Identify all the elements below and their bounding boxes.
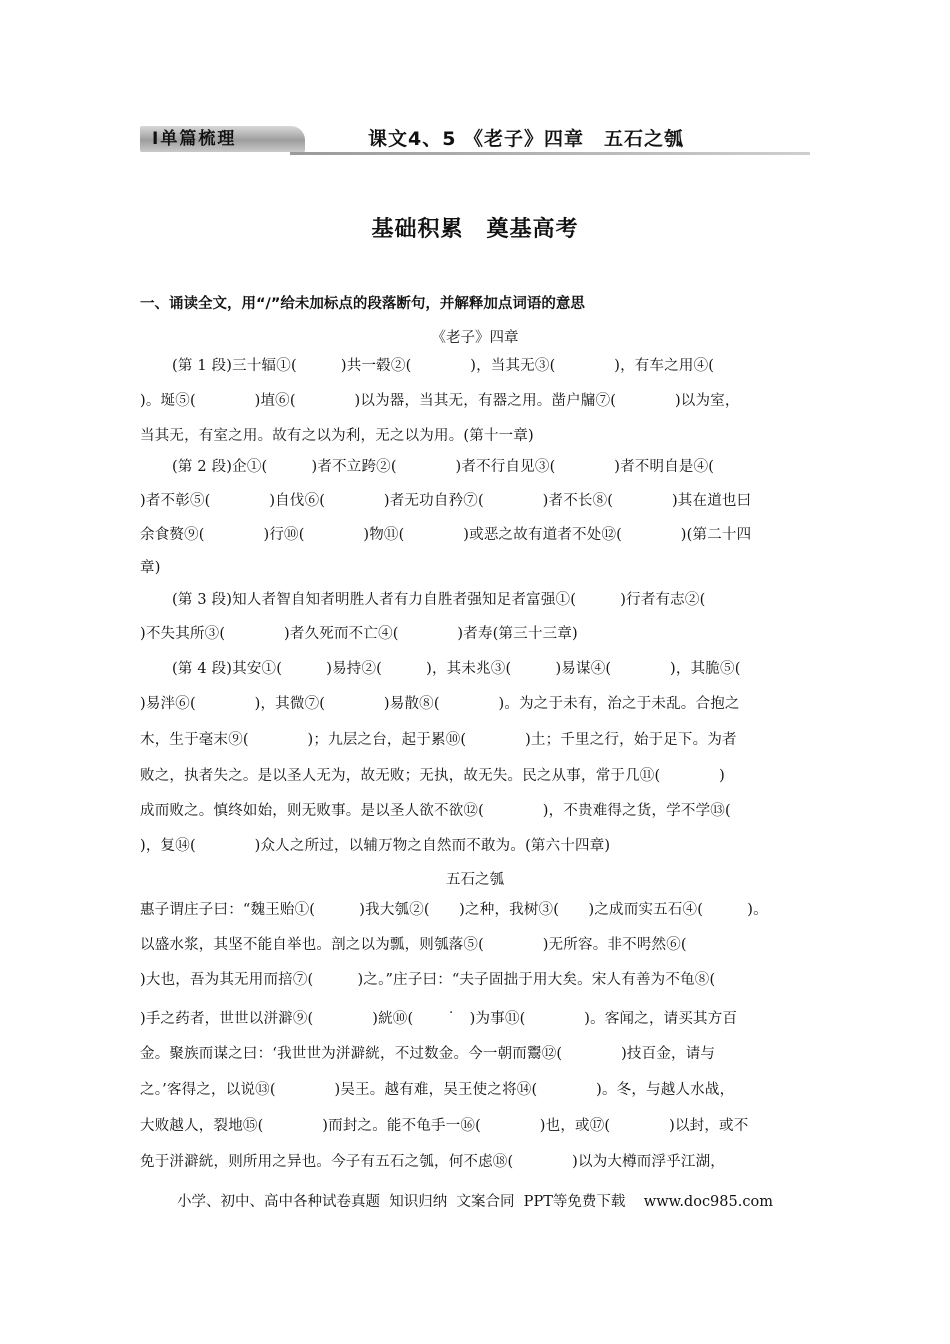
text-line: )。埏⑤( )埴⑥( )以为器，当其无，有器之用。凿户牖⑦( )以为室， bbox=[140, 393, 740, 409]
section-title: 基础积累 奠基高考 bbox=[371, 217, 579, 242]
text-line: )手之药者，世世以洴澼⑨( )絖⑩( ˙ )为事⑪( )。客闻之，请买其方百 bbox=[140, 1011, 738, 1027]
text-line: 金。聚族而谋之曰：‘我世世为洴澼絖，不过数金。今一朝而鬻⑫( )技百金，请与 bbox=[140, 1046, 716, 1062]
text-line: )者不彰⑤( )自伐⑥( )者无功自矜⑦( )者不长⑧( )其在道也曰 bbox=[140, 493, 752, 509]
text-line: 败之，执者失之。是以圣人无为，故无败；无执，故无失。民之从事，常于几⑪( ) bbox=[140, 768, 726, 784]
section-tab: Ⅰ单篇梳理 bbox=[140, 126, 305, 152]
wushi-title: 五石之瓠 bbox=[446, 872, 504, 888]
text-line: (第 1 段)三十辐①( )共一毂②( )，当其无③( )，有车之用④( bbox=[172, 358, 715, 374]
text-line: 以盛水浆，其坚不能自举也。剖之以为瓢，则瓠落⑤( )无所容。非不呺然⑥( bbox=[140, 937, 687, 953]
question-instruction: 一、诵读全文，用“/”给未加标点的段落断句，并解释加点词语的意思 bbox=[140, 296, 585, 312]
text-line: (第 2 段)企①( )者不立跨②( )者不行自见③( )者不明自是④( bbox=[172, 459, 715, 475]
text-line: 当其无，有室之用。故有之以为利，无之以为用。(第十一章) bbox=[140, 428, 534, 444]
text-line: )不失其所③( )者久死而不亡④( )者寿(第三十三章) bbox=[140, 626, 578, 642]
text-line: 木，生于毫末⑨( )；九层之台，起于累⑩( )土；千里之行，始于足下。为者 bbox=[140, 732, 737, 748]
text-line: 大败越人，裂地⑮( )而封之。能不龟手一⑯( )也，或⑰( )以封，或不 bbox=[140, 1118, 749, 1134]
footer-text: 小学、初中、高中各种试卷真题 知识归纳 文案合同 PPT等免费下载 www.doc985.com bbox=[177, 1194, 773, 1210]
text-line: )，复⑭( )众人之所过，以辅万物之自然而不敢为。(第六十四章) bbox=[140, 838, 611, 854]
text-line: )易泮⑥( )，其微⑦( )易散⑧( )。为之于未有，治之于未乱。合抱之 bbox=[140, 696, 740, 712]
header-band bbox=[140, 122, 810, 156]
text-line: 惠子谓庄子曰：“魏王贻①( )我大瓠②( )之种，我树③( )之成而实五石④( )。 bbox=[140, 902, 768, 918]
laozi-title: 《老子》四章 bbox=[431, 330, 519, 346]
text-line: 章) bbox=[140, 560, 161, 576]
text-line: )大也，吾为其无用而掊⑦( )之。”庄子曰：“夫子固拙于用大矣。宋人有善为不龟⑧( bbox=[140, 972, 716, 988]
text-line: 余食赘⑨( )行⑩( )物⑪( )或恶之故有道者不处⑫( )(第二十四 bbox=[140, 527, 752, 543]
text-line: 之。’客得之，以说⑬( )吴王。越有难，吴王使之将⑭( )。冬，与越人水战， bbox=[140, 1082, 735, 1098]
header-rule bbox=[290, 152, 810, 155]
text-line: 免于洴澼絖，则所用之异也。今子有五石之瓠，何不虑⑱( )以为大樽而浮乎江湖， bbox=[140, 1154, 726, 1170]
text-line: (第 4 段)其安①( )易持②( )，其未兆③( )易谋④( )，其脆⑤( bbox=[172, 661, 741, 677]
text-line: (第 3 段)知人者智自知者明胜人者有力自胜者强知足者富强①( )行者有志②( bbox=[172, 592, 706, 608]
text-line: 成而败之。慎终如始，则无败事。是以圣人欲不欲⑫( )，不贵难得之货，学不学⑬( bbox=[140, 803, 731, 819]
lesson-title: 课文4、5 《老子》四章 五石之瓠 bbox=[368, 128, 685, 150]
